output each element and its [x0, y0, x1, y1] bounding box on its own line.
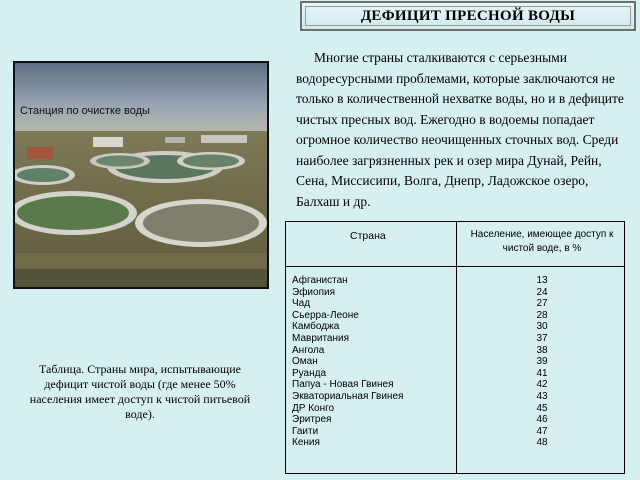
table-row-country: Кения	[292, 437, 320, 449]
table-row-country: Руанда	[292, 367, 327, 379]
table-header-population: Население, имеющее доступ к чистой воде, в %	[470, 229, 614, 254]
table-row-country: Гаити	[292, 425, 319, 437]
table-header-country: Страна	[350, 230, 386, 242]
table-caption: Таблица. Страны мира, испытывающие дефицит чистой воды (где менее 50% населения имеет доступ к чистой питьевой воде).	[29, 362, 251, 421]
table-header-divider	[286, 266, 624, 267]
table-row-country: Мавритания	[292, 332, 350, 344]
table-row-country: Папуа - Новая Гвинея	[292, 379, 394, 391]
title-box	[300, 1, 636, 31]
table-row-country: ДР Конго	[292, 402, 335, 414]
table-row-country: Афганистан	[292, 275, 348, 286]
table-row-value: 13	[536, 275, 548, 286]
table-row-value: 46	[536, 414, 548, 426]
table-row-value: 43	[536, 390, 548, 402]
table-row-country: Камбоджа	[292, 321, 340, 333]
table-row-country: Эфиопия	[292, 286, 335, 298]
table-row-value: 39	[536, 356, 548, 368]
water-treatment-photo-image	[15, 63, 267, 287]
table-column-divider	[456, 222, 457, 473]
table-row-value: 41	[536, 367, 548, 379]
table-row-country: Оман	[292, 356, 318, 368]
table-row-value: 48	[536, 437, 548, 449]
table-row-value: 45	[536, 402, 548, 414]
water-treatment-photo	[13, 61, 269, 289]
table-row-value: 30	[536, 321, 548, 333]
country-list	[292, 275, 403, 449]
table-row-country: Чад	[292, 298, 311, 310]
table-row-value: 24	[536, 286, 548, 298]
water-access-table	[285, 221, 625, 474]
table-row-value: 38	[536, 344, 548, 356]
table-row-value: 42	[536, 379, 548, 391]
page-title: ДЕФИЦИТ ПРЕСНОЙ ВОДЫ	[360, 7, 576, 24]
table-row-country: Эритрея	[292, 414, 332, 426]
table-row-country: Ангола	[292, 344, 325, 356]
intro-paragraph: Многие страны сталкиваются с серьезными водоресурсными проблемами, которые заключаются не только в количественной нехватке воды, но и в дефиците чистых пресных вод. Ежегодно в водоемы попадает огромное количество неочищенных сточных вод. Среди наиболее загрязненных рек и озер мира Дунай, Рейн, Сена, Миссисипи, Волга, Днепр, Ладожское озеро, Балхаш и др.	[296, 50, 624, 209]
table-row-value: 28	[536, 309, 548, 321]
table-row-country: Экваториальная Гвинея	[292, 390, 404, 402]
photo-caption: Станция по очистке воды	[20, 105, 150, 117]
value-list	[532, 275, 552, 449]
table-row-country: Сьерра-Леоне	[292, 309, 359, 321]
table-row-value: 27	[536, 298, 548, 310]
table-row-value: 47	[536, 425, 548, 437]
table-row-value: 37	[536, 332, 548, 344]
